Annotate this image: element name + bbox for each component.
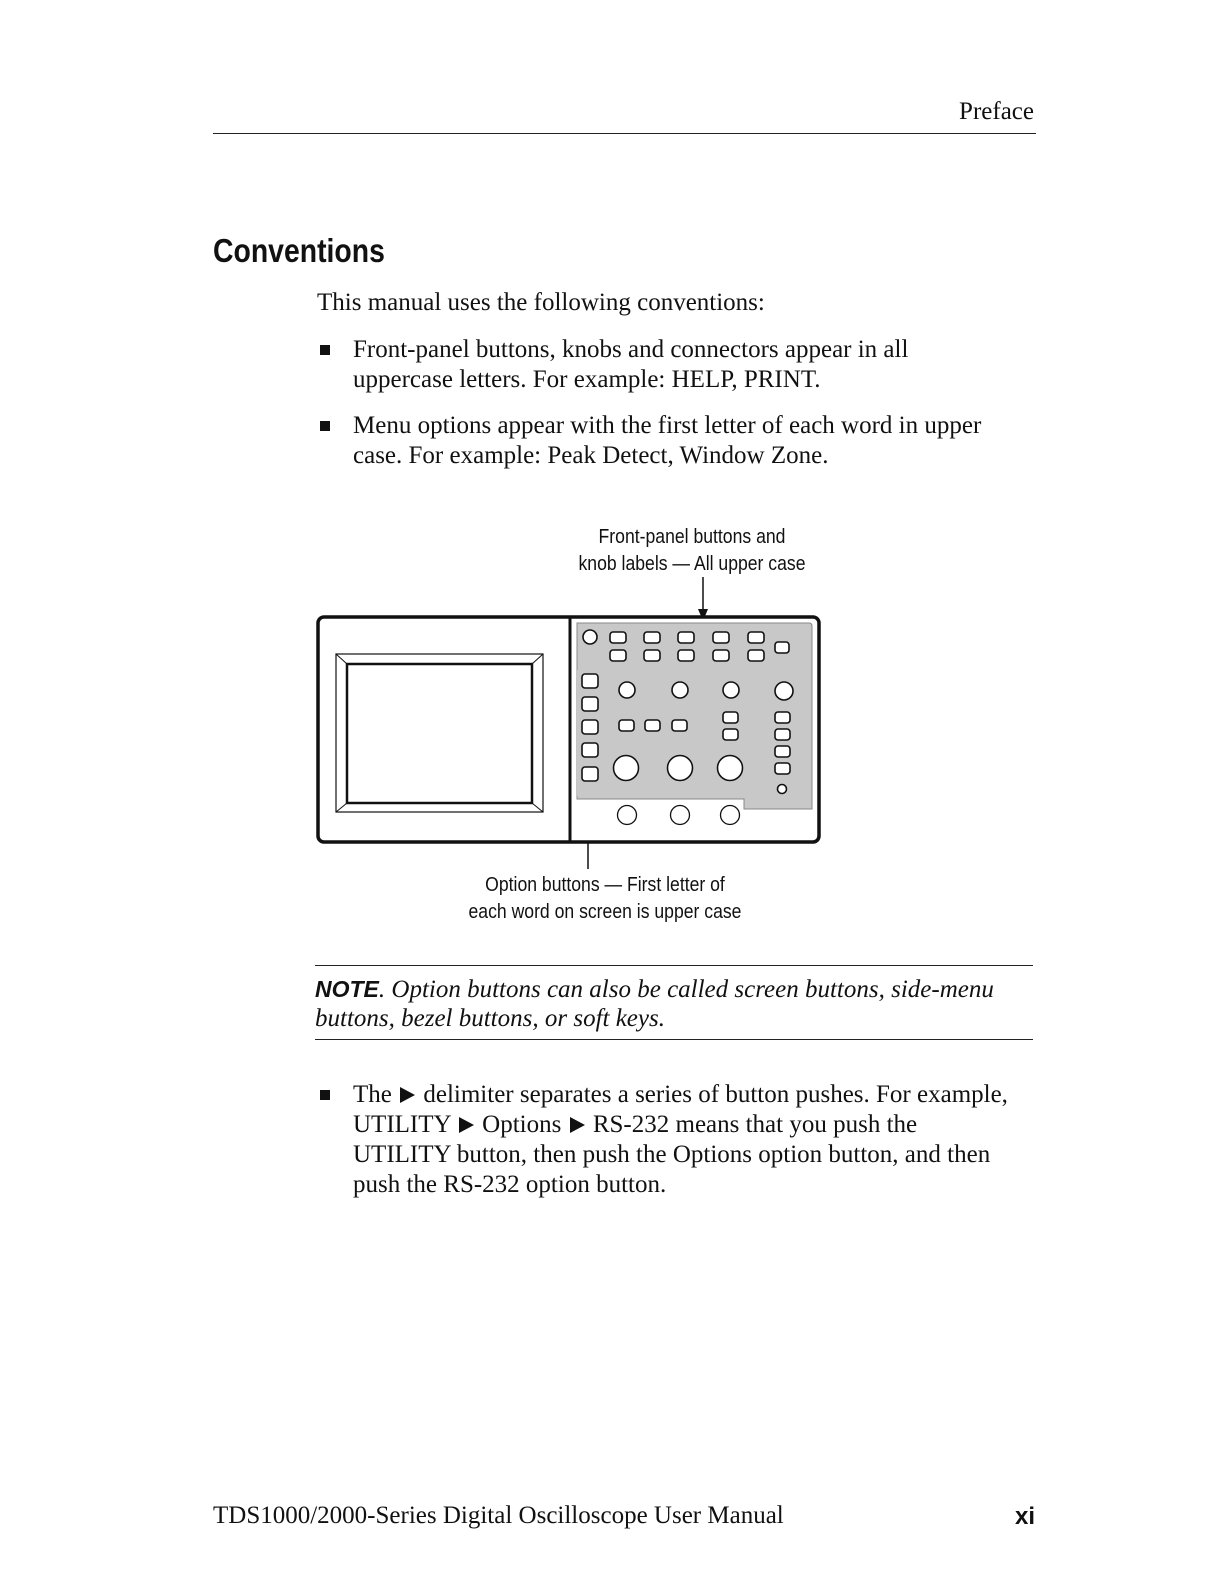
callout-arrow-top: [698, 577, 708, 621]
note-rule-bottom: [315, 1039, 1033, 1040]
bullet-line: UTILITY button, then push the Options option button, and then: [353, 1141, 991, 1168]
intro-paragraph: This manual uses the following conventions:: [317, 289, 765, 316]
bullet-line: uppercase letters. For example: HELP, PRINT.: [353, 366, 821, 393]
bullet-square-icon: [320, 1090, 330, 1100]
bullet-square-icon: [320, 421, 330, 431]
header-rule: [213, 133, 1036, 134]
note-rule-top: [315, 965, 1033, 966]
oscilloscope-front-panel-diagram: [312, 575, 832, 885]
note-line: [315, 975, 1035, 1004]
bullet-line: The delimiter separates a series of button pushes. For example,: [353, 1081, 1008, 1108]
note-label: NOTE: [315, 976, 379, 1002]
bullet-square-icon: [320, 345, 330, 355]
page-number: xi: [1014, 1503, 1035, 1530]
note-line: buttons, bezel buttons, or soft keys.: [315, 1005, 665, 1032]
bullet-line: Menu options appear with the first letter of each word in upper: [353, 412, 982, 439]
display-screen: [336, 654, 543, 812]
callout-line: knob labels — All upper case: [578, 553, 806, 575]
callout-line: each word on screen is upper case: [468, 901, 742, 923]
callout-line: Option buttons — First letter of: [485, 874, 725, 896]
delimiter-arrow-icon: [400, 1087, 415, 1103]
running-header: Preface: [959, 98, 1034, 125]
bullet-line: UTILITY Options RS-232 means that you push the: [353, 1111, 918, 1138]
figure-callout-top: [560, 524, 824, 578]
figure-callout-bottom: [460, 872, 750, 926]
bullet-line: push the RS-232 option button.: [353, 1171, 667, 1198]
note-text: . Option buttons can also be called screen buttons, side-menu: [378, 976, 994, 1003]
footer-manual-title: TDS1000/2000-Series Digital Oscilloscope User Manual: [213, 1502, 784, 1529]
note-box: [315, 975, 1035, 1033]
bullet-line: case. For example: Peak Detect, Window Zone.: [353, 442, 829, 469]
delimiter-arrow-icon: [459, 1117, 474, 1133]
callout-line: Front-panel buttons and: [598, 526, 786, 548]
delimiter-arrow-icon: [570, 1117, 585, 1133]
option-button-column: [577, 670, 602, 796]
bullet-line: Front-panel buttons, knobs and connectors appear in all: [353, 336, 909, 363]
section-title: Conventions: [213, 232, 385, 269]
